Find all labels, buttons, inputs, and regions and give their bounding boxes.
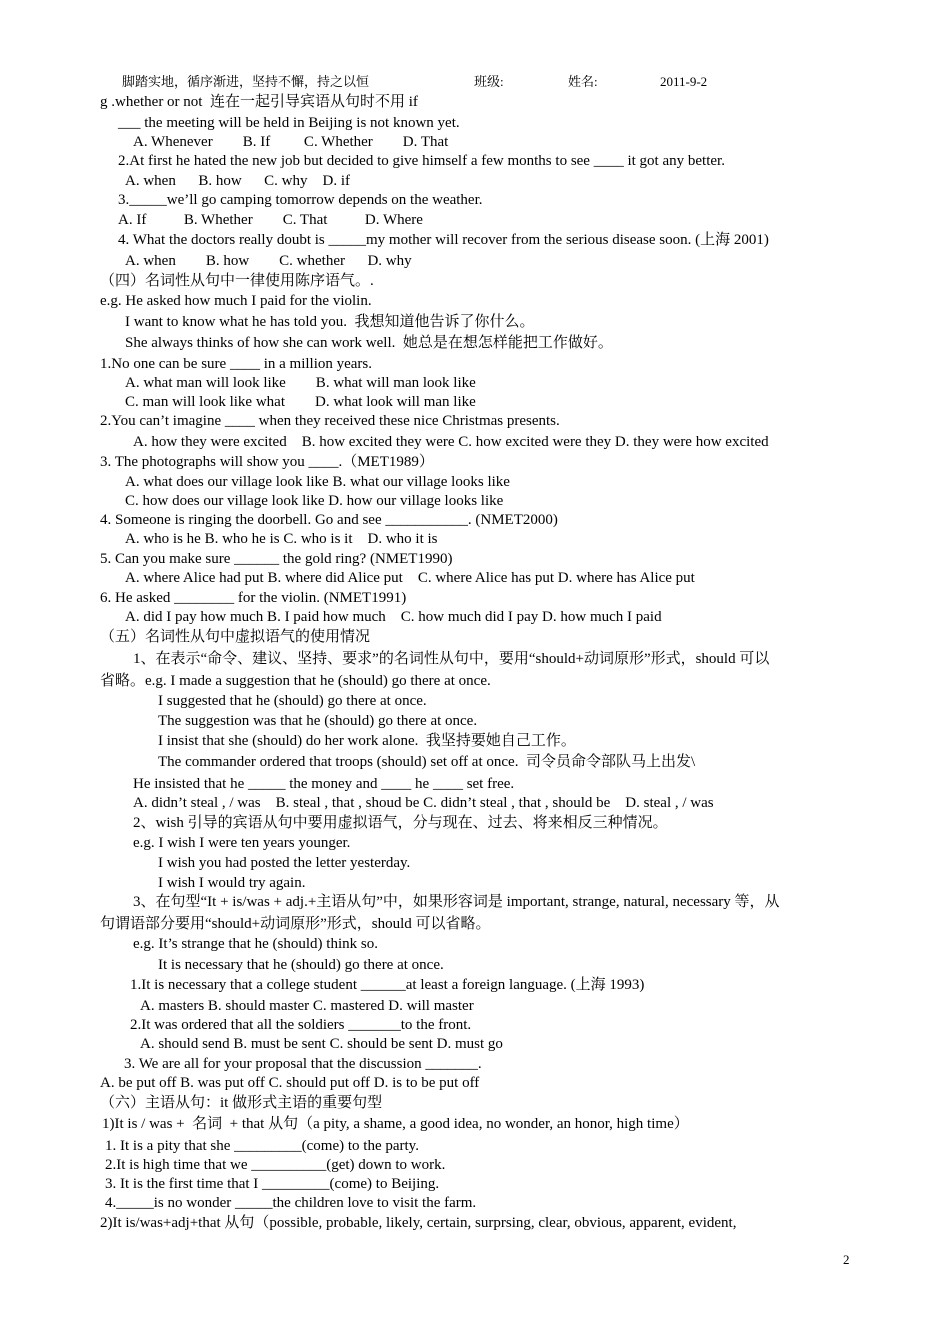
text-line: e.g. It’s strange that he (should) think so. xyxy=(133,936,378,952)
header-class-label: 班级: xyxy=(474,74,504,89)
text-line: A. what does our village look like B. what our village looks like xyxy=(125,474,510,490)
text-line: 2.It is high time that we __________(get) down to work. xyxy=(105,1157,446,1173)
header-date: 2011-9-2 xyxy=(660,74,708,89)
text-line: A. be put off B. was put off C. should put off D. is to be put off xyxy=(100,1075,480,1091)
text-line: A. how they were excited B. how excited they were C. how excited were they D. they were how excited xyxy=(133,434,769,450)
text-line: A. who is he B. who he is C. who is it D. who it is xyxy=(125,531,438,547)
text-line: 4. Someone is ringing the doorbell. Go and see ___________. (NMET2000) xyxy=(100,512,558,528)
text-line: 1、在表示“命令、建议、坚持、要求”的名词性从句中，要用“should+动词原形”形式，should 可以 xyxy=(133,651,770,667)
text-line: 句谓语部分要用“should+动词原形”形式，should 可以省略。 xyxy=(100,916,491,932)
text-line: ___ the meeting will be held in Beijing is not known yet. xyxy=(118,115,460,131)
text-line: I suggested that he (should) go there at once. xyxy=(158,693,427,709)
text-line: 3. It is the first time that I _________(come) to Beijing. xyxy=(105,1176,440,1192)
text-line: C. man will look like what D. what look will man like xyxy=(125,394,476,410)
text-line: C. how does our village look like D. how our village looks like xyxy=(125,493,504,509)
header-name-label: 姓名: xyxy=(568,74,598,89)
text-line: I insist that she (should) do her work alone. 我坚持要她自己工作。 xyxy=(158,733,576,749)
text-line: It is necessary that he (should) go there at once. xyxy=(158,957,444,973)
text-line: I wish you had posted the letter yesterday. xyxy=(158,855,411,871)
text-line: 3、在句型“It + is/was + adj.+主语从句”中，如果形容词是 important, strange, natural, necessary 等，从 xyxy=(133,894,780,910)
text-line: The suggestion was that he (should) go there at once. xyxy=(158,713,478,729)
text-line: A. didn’t steal , / was B. steal , that , shoud be C. didn’t steal , that , should be D. steal , / was xyxy=(133,795,714,811)
text-line: e.g. He asked how much I paid for the violin. xyxy=(100,293,372,309)
text-line: 2.It was ordered that all the soldiers _______to the front. xyxy=(130,1017,472,1033)
text-line: A. Whenever B. If C. Whether D. That xyxy=(133,134,449,150)
text-line: A. masters B. should master C. mastered D. will master xyxy=(140,998,474,1014)
text-line: g .whether or not 连在一起引导宾语从句时不用 if xyxy=(100,94,418,110)
text-line: 2)It is/was+adj+that 从句（possible, probable, likely, certain, surprsing, clear, obvious, apparent, evident, xyxy=(100,1215,737,1231)
text-line: 3._____we’ll go camping tomorrow depends on the weather. xyxy=(118,192,483,208)
text-line: He insisted that he _____ the money and ____ he ____ set free. xyxy=(133,776,515,792)
text-line: A. If B. Whether C. That D. Where xyxy=(118,212,423,228)
text-line: 5. Can you make sure ______ the gold ring? (NMET1990) xyxy=(100,551,453,567)
text-line: 省略。e.g. I made a suggestion that he (should) go there at once. xyxy=(100,673,491,689)
header-motto: 脚踏实地，循序渐进，坚持不懈，持之以恒 xyxy=(122,74,370,89)
text-line: e.g. I wish I were ten years younger. xyxy=(133,835,351,851)
section-heading: （五）名词性从句中虚拟语气的使用情况 xyxy=(100,629,371,645)
text-line: 1.It is necessary that a college student ______at least a foreign language. (上海 1993) xyxy=(130,977,645,993)
text-line: A. did I pay how much B. I paid how much C. how much did I pay D. how much I paid xyxy=(125,609,662,625)
text-line: 6. He asked ________ for the violin. (NMET1991) xyxy=(100,590,407,606)
text-line: 4._____is no wonder _____the children love to visit the farm. xyxy=(105,1195,477,1211)
text-line: The commander ordered that troops (should) set off at once. 司令员命令部队马上出发\ xyxy=(158,754,696,770)
text-line: A. when B. how C. whether D. why xyxy=(125,253,412,269)
text-line: A. where Alice had put B. where did Alice put C. where Alice has put D. where has Alice put xyxy=(125,570,695,586)
section-heading: （六）主语从句：it 做形式主语的重要句型 xyxy=(100,1095,383,1111)
text-line: I wish I would try again. xyxy=(158,875,306,891)
text-line: A. what man will look like B. what will man look like xyxy=(125,375,476,391)
text-line: A. when B. how C. why D. if xyxy=(125,173,350,189)
text-line: She always thinks of how she can work well. 她总是在想怎样能把工作做好。 xyxy=(125,335,613,351)
text-line: 2.You can’t imagine ____ when they received these nice Christmas presents. xyxy=(100,413,560,429)
text-line: I want to know what he has told you. 我想知道他告诉了你什么。 xyxy=(125,314,535,330)
section-heading: （四）名词性从句中一律使用陈序语气。. xyxy=(100,273,374,289)
text-line: A. should send B. must be sent C. should be sent D. must go xyxy=(140,1036,503,1052)
text-line: 3. The photographs will show you ____.（MET1989） xyxy=(100,454,434,470)
text-line: 4. What the doctors really doubt is _____my mother will recover from the serious disease soon. (上海 2001) xyxy=(118,232,769,248)
text-line: 3. We are all for your proposal that the discussion _______. xyxy=(124,1056,482,1072)
page-number: 2 xyxy=(843,1252,850,1267)
text-line: 1.No one can be sure ____ in a million years. xyxy=(100,356,373,372)
text-line: 2.At first he hated the new job but decided to give himself a few months to see ____ it got any better. xyxy=(118,153,725,169)
text-line: 1)It is / was + 名词 + that 从句（a pity, a shame, a good idea, no wonder, an honor, high time） xyxy=(102,1116,689,1132)
text-line: 2、wish 引导的宾语从句中要用虚拟语气，分与现在、过去、将来相反三种情况。 xyxy=(133,815,668,831)
text-line: 1. It is a pity that she _________(come) to the party. xyxy=(105,1138,419,1154)
